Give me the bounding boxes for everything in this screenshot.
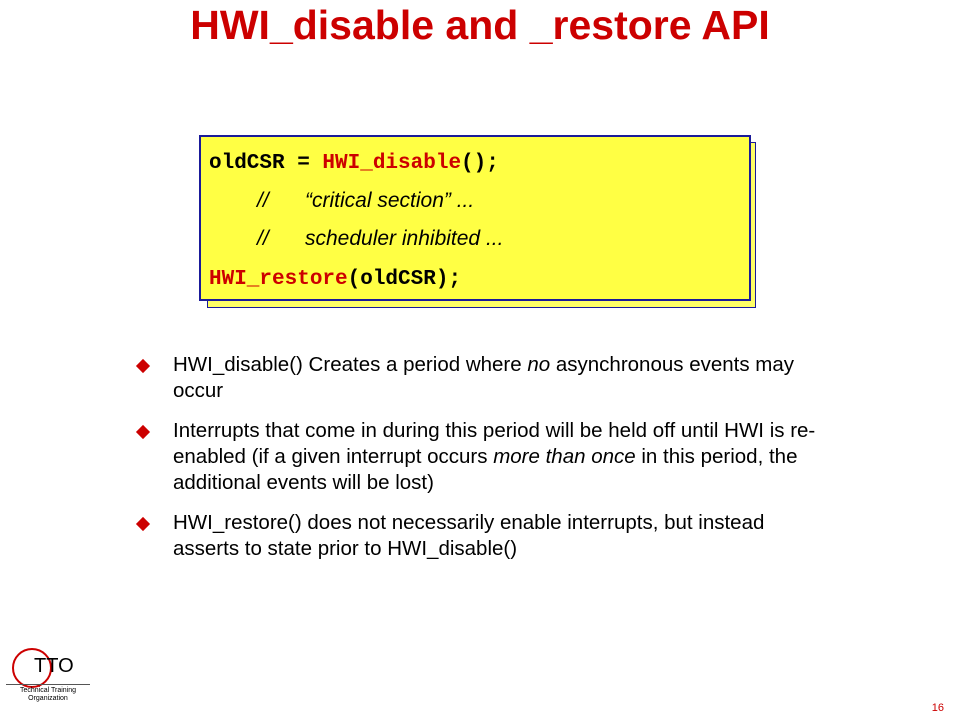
comment-slashes: // [257, 189, 269, 212]
code-comment-2 [209, 226, 503, 252]
tto-logo [6, 646, 90, 712]
code-call-tail: (); [461, 152, 499, 175]
code-function-restore: HWI_restore [209, 268, 348, 291]
comment-slashes: // [257, 227, 269, 250]
bullet-text: in this period, the additional events will be lost) [173, 445, 798, 494]
code-call-args: (oldCSR); [347, 268, 462, 291]
logo-subtitle-line-2: Organization [28, 695, 68, 702]
comment-text: scheduler inhibited ... [305, 227, 504, 250]
bullet-item [130, 418, 830, 496]
comment-text: “critical section” ... [305, 189, 475, 212]
logo-divider [6, 684, 90, 685]
diamond-bullet-icon [136, 517, 150, 531]
bullet-text: HWI_restore() does not necessarily enable interrupts, but instead asserts to state prior to HWI_disable() [173, 511, 765, 560]
logo-letters: TTO [34, 655, 74, 677]
code-function-disable: HWI_disable [322, 152, 462, 175]
code-var: oldCSR = [209, 152, 323, 175]
logo-subtitle [6, 687, 90, 703]
bullet-text: asynchronous events may occur [173, 353, 795, 402]
code-comment-1 [209, 188, 474, 214]
code-line-1 [209, 149, 499, 177]
logo-subtitle-line-1: Technical Training [19, 687, 77, 694]
code-line-4 [209, 265, 461, 293]
slide-title: HWI_disable and _restore API [190, 2, 770, 48]
bullet-text: Interrupts that come in during this period will be held off until HWI is re-enabled (if a given interrupt occurs [173, 419, 816, 468]
bullet-item [130, 352, 830, 404]
diamond-bullet-icon [136, 425, 150, 439]
code-box [199, 135, 751, 301]
page-number: 16 [931, 702, 944, 714]
bullet-text: HWI_disable() Creates a period where [173, 353, 528, 376]
bullet-item [130, 510, 830, 562]
bullet-emphasis: more than once [493, 445, 636, 468]
bullet-emphasis: no [527, 353, 551, 376]
bullet-list [130, 352, 830, 576]
diamond-bullet-icon [136, 359, 150, 373]
